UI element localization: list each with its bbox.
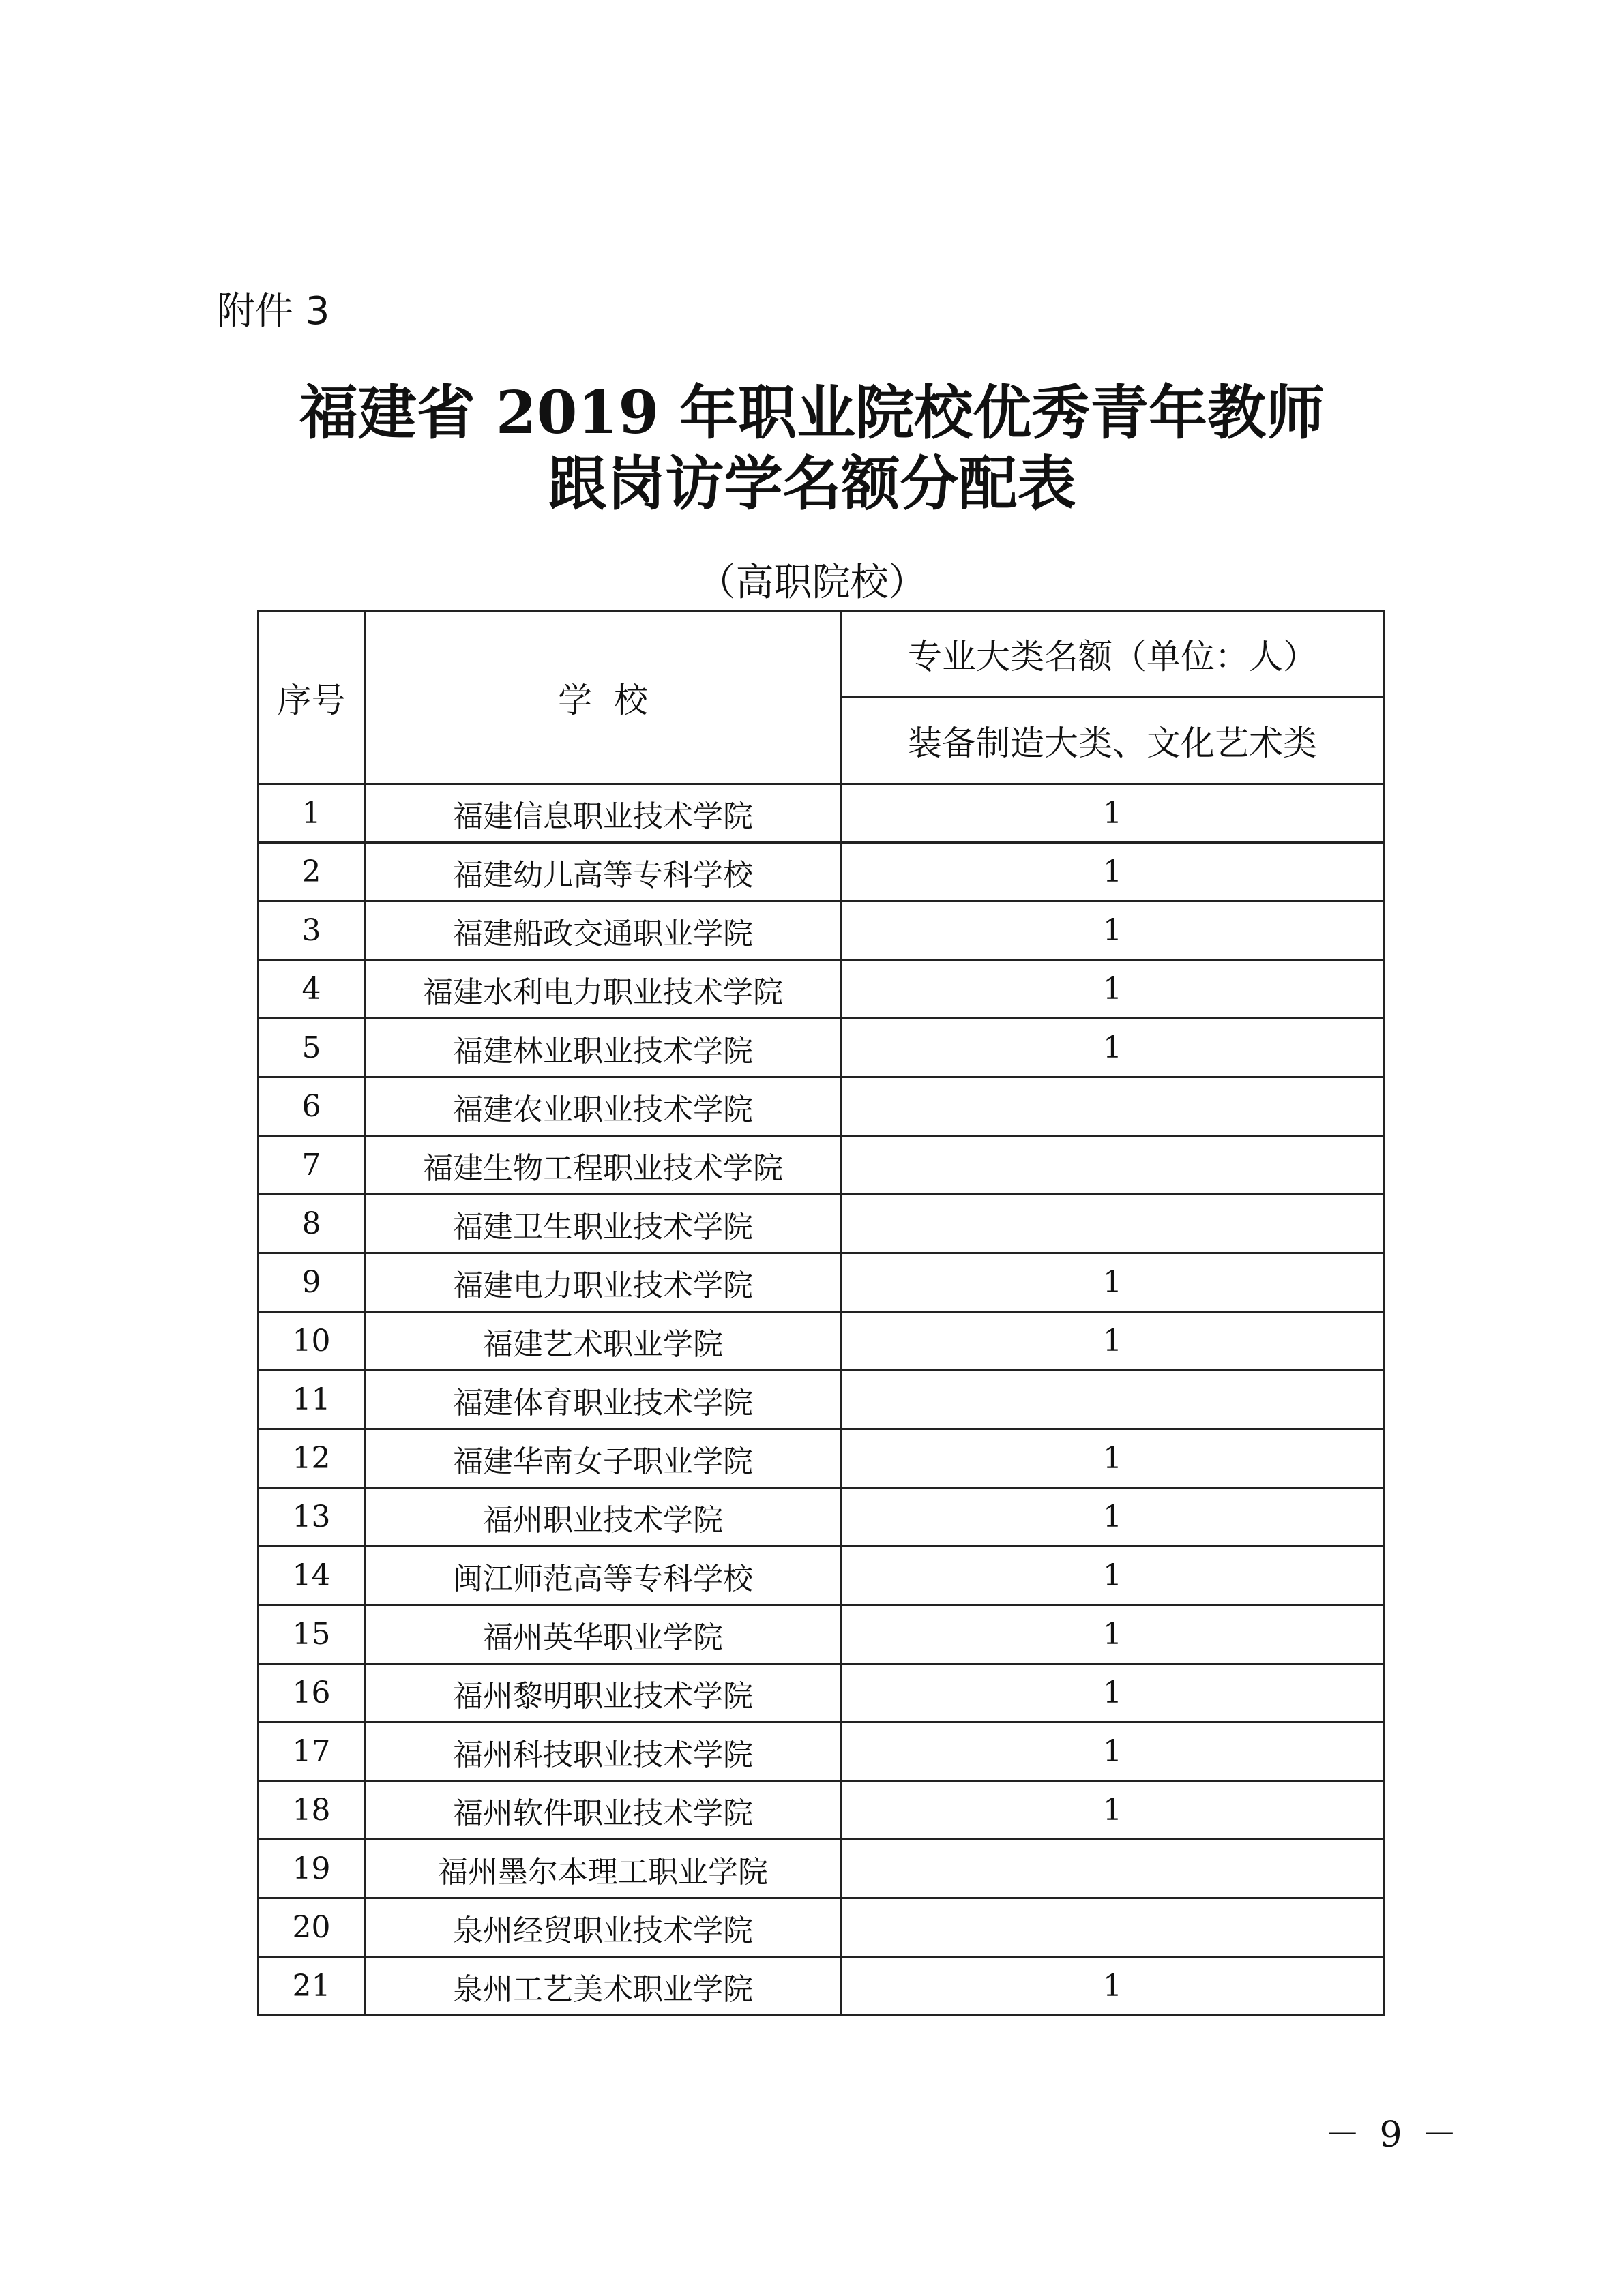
table-row xyxy=(259,1605,1384,1664)
row-quota: 1 xyxy=(842,960,1384,1019)
row-index: 21 xyxy=(259,1957,365,2016)
row-quota: 1 xyxy=(842,784,1384,843)
row-school: 闽江师范高等专科学校 xyxy=(365,1547,842,1605)
row-school: 泉州经贸职业技术学院 xyxy=(365,1898,842,1957)
row-index: 8 xyxy=(259,1195,365,1253)
row-index: 4 xyxy=(259,960,365,1019)
table-row xyxy=(259,1429,1384,1488)
table-row xyxy=(259,1547,1384,1605)
table-row xyxy=(259,843,1384,901)
row-quota xyxy=(842,1136,1384,1195)
row-school: 福建卫生职业技术学院 xyxy=(365,1195,842,1253)
row-index: 19 xyxy=(259,1840,365,1898)
table-row xyxy=(259,1723,1384,1781)
header-quota-group: 专业大类名额（单位：人） xyxy=(842,611,1384,698)
table-header-row xyxy=(259,611,1384,698)
row-school: 福建信息职业技术学院 xyxy=(365,784,842,843)
row-quota: 1 xyxy=(842,1253,1384,1312)
row-school: 福州英华职业学院 xyxy=(365,1605,842,1664)
row-index: 5 xyxy=(259,1019,365,1077)
table-row xyxy=(259,1136,1384,1195)
table-row xyxy=(259,960,1384,1019)
row-quota: 1 xyxy=(842,1429,1384,1488)
table-row xyxy=(259,1840,1384,1898)
row-school: 福州科技职业技术学院 xyxy=(365,1723,842,1781)
row-school: 福建艺术职业学院 xyxy=(365,1312,842,1371)
row-school: 福建水利电力职业技术学院 xyxy=(365,960,842,1019)
document-subtitle: （高职院校） xyxy=(697,561,927,605)
table-row xyxy=(259,1781,1384,1840)
table-row xyxy=(259,1664,1384,1723)
row-school: 福州墨尔本理工职业学院 xyxy=(365,1840,842,1898)
row-school: 福建电力职业技术学院 xyxy=(365,1253,842,1312)
row-quota: 1 xyxy=(842,1781,1384,1840)
table-row xyxy=(259,1019,1384,1077)
row-school: 泉州工艺美术职业学院 xyxy=(365,1957,842,2016)
row-index: 16 xyxy=(259,1664,365,1723)
table-row xyxy=(259,1957,1384,2016)
row-quota xyxy=(842,1898,1384,1957)
row-school: 福州职业技术学院 xyxy=(365,1488,842,1547)
row-quota xyxy=(842,1371,1384,1429)
row-index: 9 xyxy=(259,1253,365,1312)
row-quota: 1 xyxy=(842,1488,1384,1547)
table-row xyxy=(259,784,1384,843)
row-index: 18 xyxy=(259,1781,365,1840)
row-school: 福建林业职业技术学院 xyxy=(365,1019,842,1077)
page-number: － 9 － xyxy=(1325,2115,1462,2156)
header-school: 学 校 xyxy=(365,611,842,784)
row-quota: 1 xyxy=(842,1312,1384,1371)
header-quota-category: 装备制造大类、文化艺术类 xyxy=(842,698,1384,784)
row-quota: 1 xyxy=(842,1019,1384,1077)
row-school: 福建生物工程职业技术学院 xyxy=(365,1136,842,1195)
table-row xyxy=(259,1898,1384,1957)
row-school: 福建华南女子职业学院 xyxy=(365,1429,842,1488)
row-index: 1 xyxy=(259,784,365,843)
row-index: 2 xyxy=(259,843,365,901)
table-row xyxy=(259,1371,1384,1429)
row-index: 10 xyxy=(259,1312,365,1371)
row-index: 6 xyxy=(259,1077,365,1136)
table-row xyxy=(259,901,1384,960)
table-row xyxy=(259,1195,1384,1253)
table-row xyxy=(259,1077,1384,1136)
row-quota: 1 xyxy=(842,1723,1384,1781)
row-index: 17 xyxy=(259,1723,365,1781)
row-school: 福建幼儿高等专科学校 xyxy=(365,843,842,901)
row-quota: 1 xyxy=(842,1957,1384,2016)
row-quota: 1 xyxy=(842,1664,1384,1723)
row-school: 福州软件职业技术学院 xyxy=(365,1781,842,1840)
row-quota xyxy=(842,1840,1384,1898)
row-school: 福州黎明职业技术学院 xyxy=(365,1664,842,1723)
row-school: 福建船政交通职业学院 xyxy=(365,901,842,960)
row-quota: 1 xyxy=(842,843,1384,901)
document-title-line-1: 福建省 2019 年职业院校优秀青年教师 xyxy=(299,378,1325,447)
row-school: 福建体育职业技术学院 xyxy=(365,1371,842,1429)
header-index: 序号 xyxy=(259,611,365,784)
row-quota: 1 xyxy=(842,901,1384,960)
row-index: 15 xyxy=(259,1605,365,1664)
row-index: 12 xyxy=(259,1429,365,1488)
row-index: 7 xyxy=(259,1136,365,1195)
row-index: 13 xyxy=(259,1488,365,1547)
quota-allocation-table xyxy=(257,610,1385,2016)
row-quota xyxy=(842,1077,1384,1136)
attachment-label: 附件 3 xyxy=(217,289,330,333)
row-quota xyxy=(842,1195,1384,1253)
row-quota: 1 xyxy=(842,1605,1384,1664)
row-index: 11 xyxy=(259,1371,365,1429)
table-row xyxy=(259,1253,1384,1312)
row-index: 14 xyxy=(259,1547,365,1605)
row-school: 福建农业职业技术学院 xyxy=(365,1077,842,1136)
table-row xyxy=(259,1488,1384,1547)
document-title-line-2: 跟岗访学名额分配表 xyxy=(548,449,1076,518)
table-row xyxy=(259,1312,1384,1371)
row-index: 3 xyxy=(259,901,365,960)
row-index: 20 xyxy=(259,1898,365,1957)
row-quota: 1 xyxy=(842,1547,1384,1605)
